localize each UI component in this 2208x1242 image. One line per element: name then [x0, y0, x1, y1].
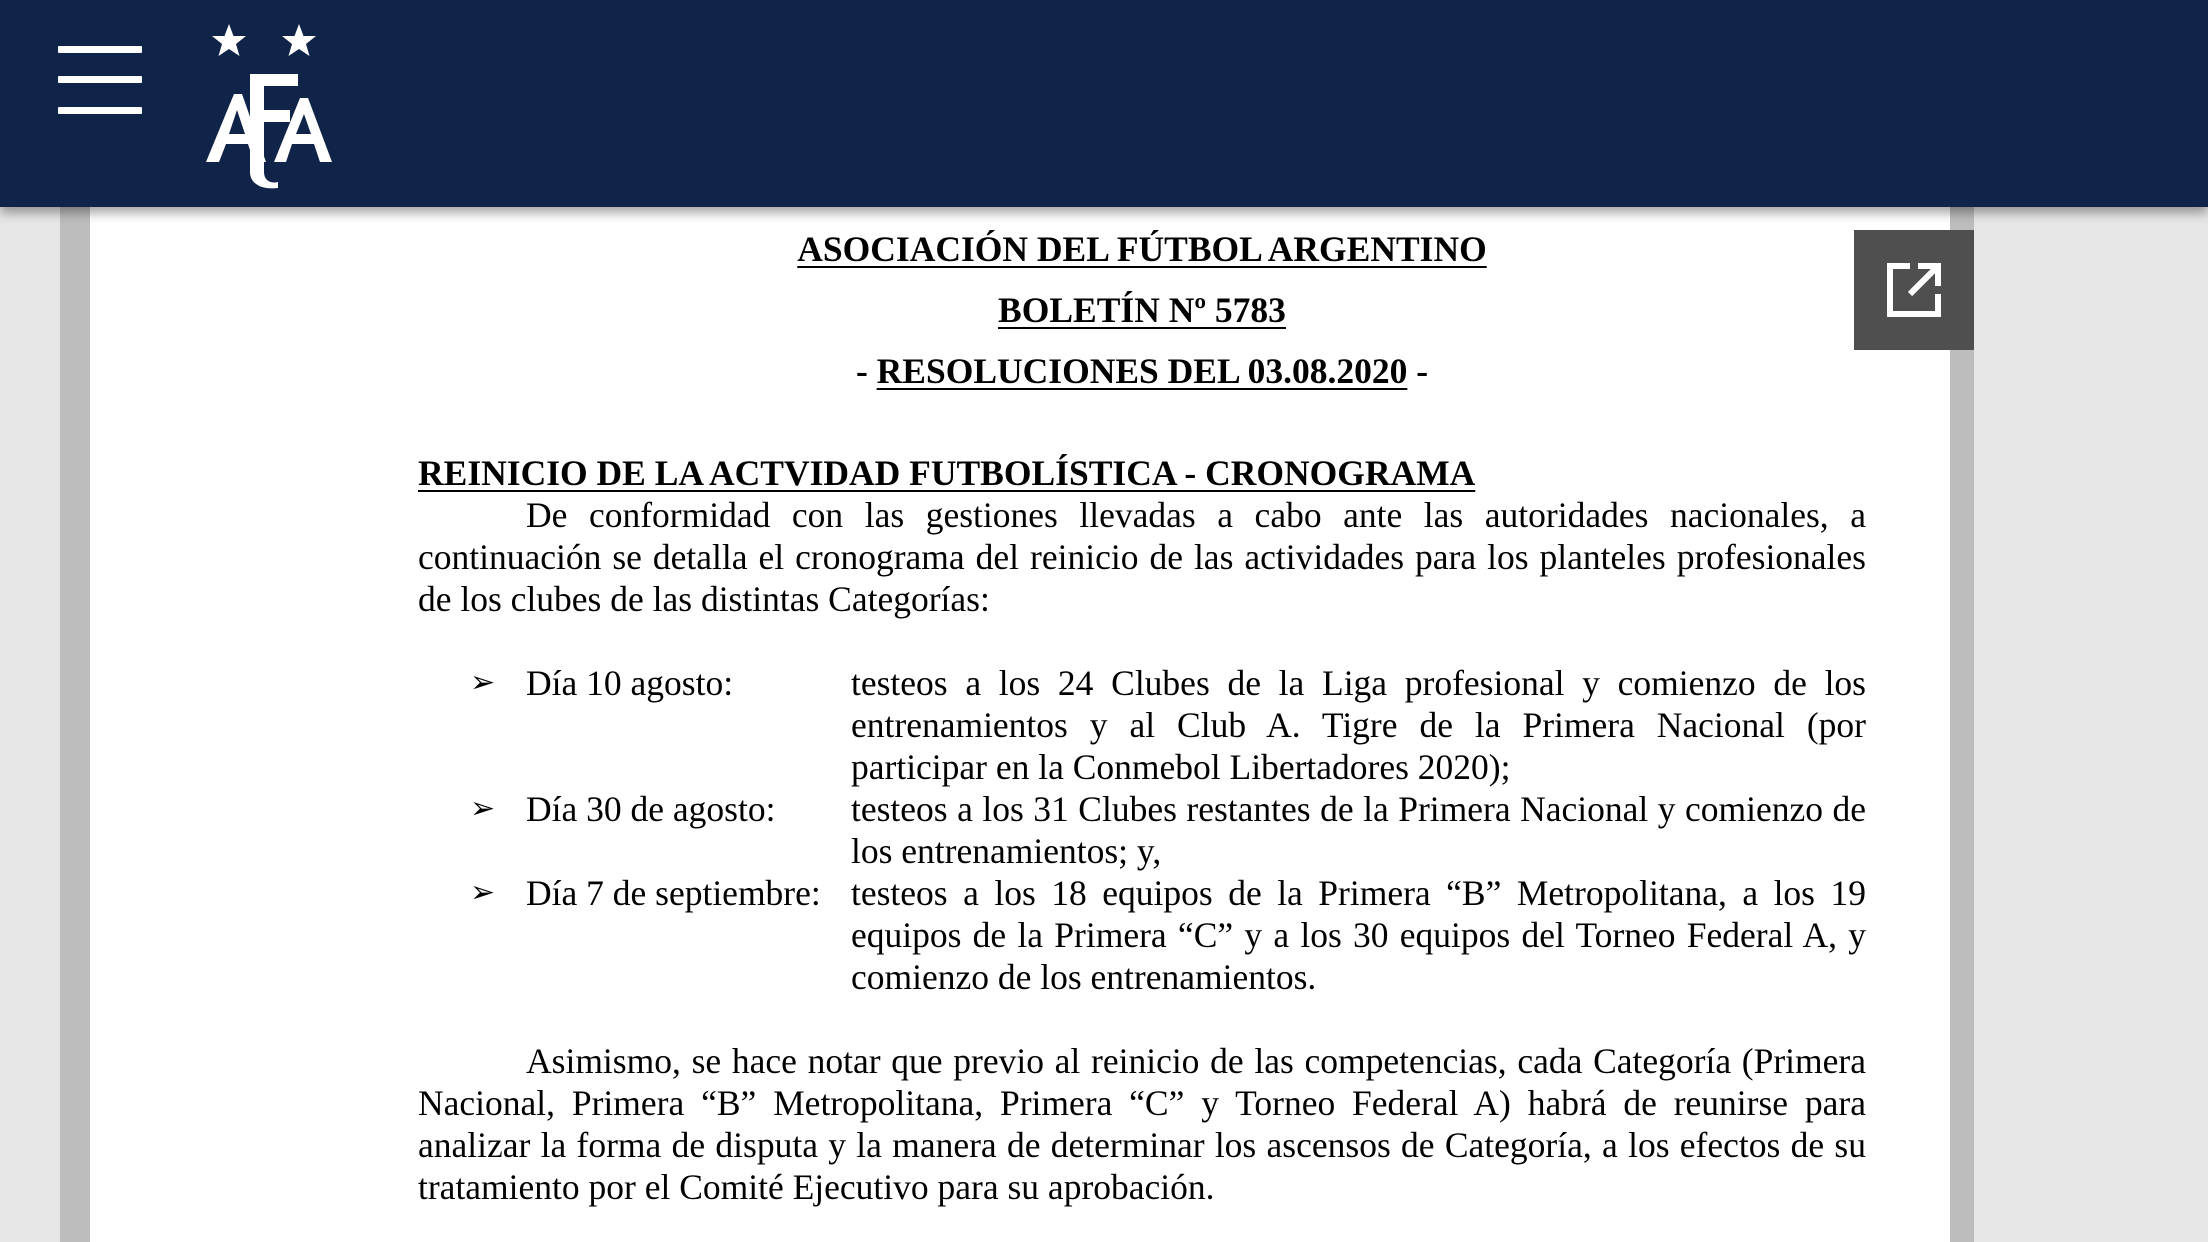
list-item	[470, 788, 1866, 872]
list-item	[470, 872, 1866, 998]
schedule-date: Día 30 de agosto:	[526, 789, 776, 829]
intro-paragraph: De conformidad con las gestiones llevadas a cabo ante las autoridades nacionales, a continuación se detalla el cronograma del reinicio de las actividades para los planteles profesionales de los clubes de las distintas Categorías:	[418, 495, 1866, 619]
app-header	[0, 0, 2208, 207]
star-icon	[212, 24, 246, 56]
section-title: REINICIO DE LA ACTVIDAD FUTBOLÍSTICA - CRONOGRAMA	[418, 453, 1476, 493]
arrow-bullet-icon: ➢	[470, 792, 496, 825]
list-item	[470, 662, 1866, 788]
hamburger-menu-icon[interactable]	[58, 42, 142, 118]
star-icon	[282, 24, 316, 56]
bulletin-number: BOLETÍN Nº 5783	[998, 290, 1286, 330]
schedule-date: Día 10 agosto:	[526, 663, 734, 703]
resolutions-date: - RESOLUCIONES DEL 03.08.2020 -	[855, 351, 1429, 391]
open-in-new-icon	[1884, 260, 1944, 320]
schedule-text: testeos a los 18 equipos de la Primera “B” Metropolitana, a los 19 equipos de la Primera “C” y a los 30 equipos del Torneo Federal A, y comienzo de los entrenamientos.	[851, 873, 1866, 997]
afa-logo[interactable]	[204, 22, 334, 190]
open-in-new-button[interactable]	[1854, 230, 1974, 350]
schedule-list	[470, 662, 1866, 998]
arrow-bullet-icon: ➢	[470, 666, 496, 699]
document-text	[418, 207, 1866, 1208]
schedule-date: Día 7 de septiembre:	[526, 873, 821, 913]
schedule-text: testeos a los 31 Clubes restantes de la Primera Nacional y comienzo de los entrenamientos; y,	[851, 789, 1866, 871]
arrow-bullet-icon: ➢	[470, 876, 496, 909]
closing-paragraph: Asimismo, se hace notar que previo al reinicio de las competencias, cada Categoría (Primera Nacional, Primera “B” Metropolitana, Primera “C” y Torneo Federal A) habrá de reunirse para analizar la forma de disputa y la manera de determinar los ascensos de Categoría, a los efectos de su tratamiento por el Comité Ejecutivo para su aprobación.	[418, 1041, 1866, 1207]
document-title: ASOCIACIÓN DEL FÚTBOL ARGENTINO	[797, 229, 1487, 269]
schedule-text: testeos a los 24 Clubes de la Liga profesional y comienzo de los entrenamientos y al Club A. Tigre de la Primera Nacional (por participar en la Conmebol Libertadores 2020);	[851, 663, 1866, 787]
